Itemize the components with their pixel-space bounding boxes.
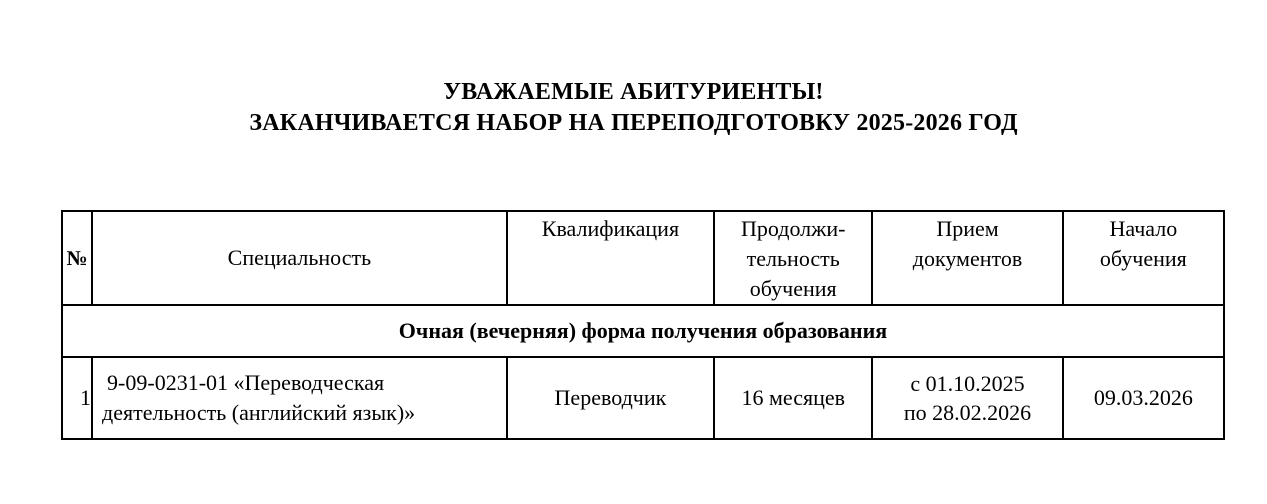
row-reception [872,357,1062,439]
header-start-line-2: обучения [1099,246,1187,271]
heading-line-2: ЗАКАНЧИВАЕТСЯ НАБОР НА ПЕРЕПОДГОТОВКУ 2025-2026 ГОД [249,110,1018,136]
header-duration-line-3: обучения [749,276,837,301]
header-start-line-1: Начало [1109,216,1178,241]
table-header-row [62,211,1224,305]
section-row [62,305,1224,357]
row-reception-line-1: с 01.10.2025 [910,371,1025,396]
header-qualification-label: Квалификация [541,216,680,241]
header-start [1063,211,1224,305]
header-reception-label [873,212,1061,274]
table-row [62,357,1224,439]
row-specialty [92,357,507,439]
header-number: № [62,211,92,305]
row-reception-line-2: по 28.02.2026 [903,400,1032,425]
row-specialty-text [93,368,506,428]
heading-line-1: УВАЖАЕМЫЕ АБИТУРИЕНТЫ! [443,79,824,105]
header-duration-label [715,212,871,304]
header-start-label [1064,212,1223,274]
row-start: 09.03.2026 [1063,357,1224,439]
header-duration-line-1: Продолжи- [741,216,846,241]
row-specialty-line-2: деятельность (английский язык)» [102,400,416,425]
row-duration: 16 месяцев [714,357,872,439]
header-reception-line-1: Прием [936,216,999,241]
admissions-table [61,210,1225,440]
header-qualification [507,211,714,305]
header-reception-line-2: документов [912,246,1023,271]
header-reception [872,211,1062,305]
row-number: 1 [62,357,92,439]
header-specialty: Специальность [92,211,507,305]
header-duration [714,211,872,305]
section-title: Очная (вечерняя) форма получения образования [62,305,1224,357]
row-qualification: Переводчик [507,357,714,439]
header-duration-line-2: тельность [746,246,840,271]
row-specialty-line-1: 9-09-0231-01 «Переводческая [107,370,385,395]
